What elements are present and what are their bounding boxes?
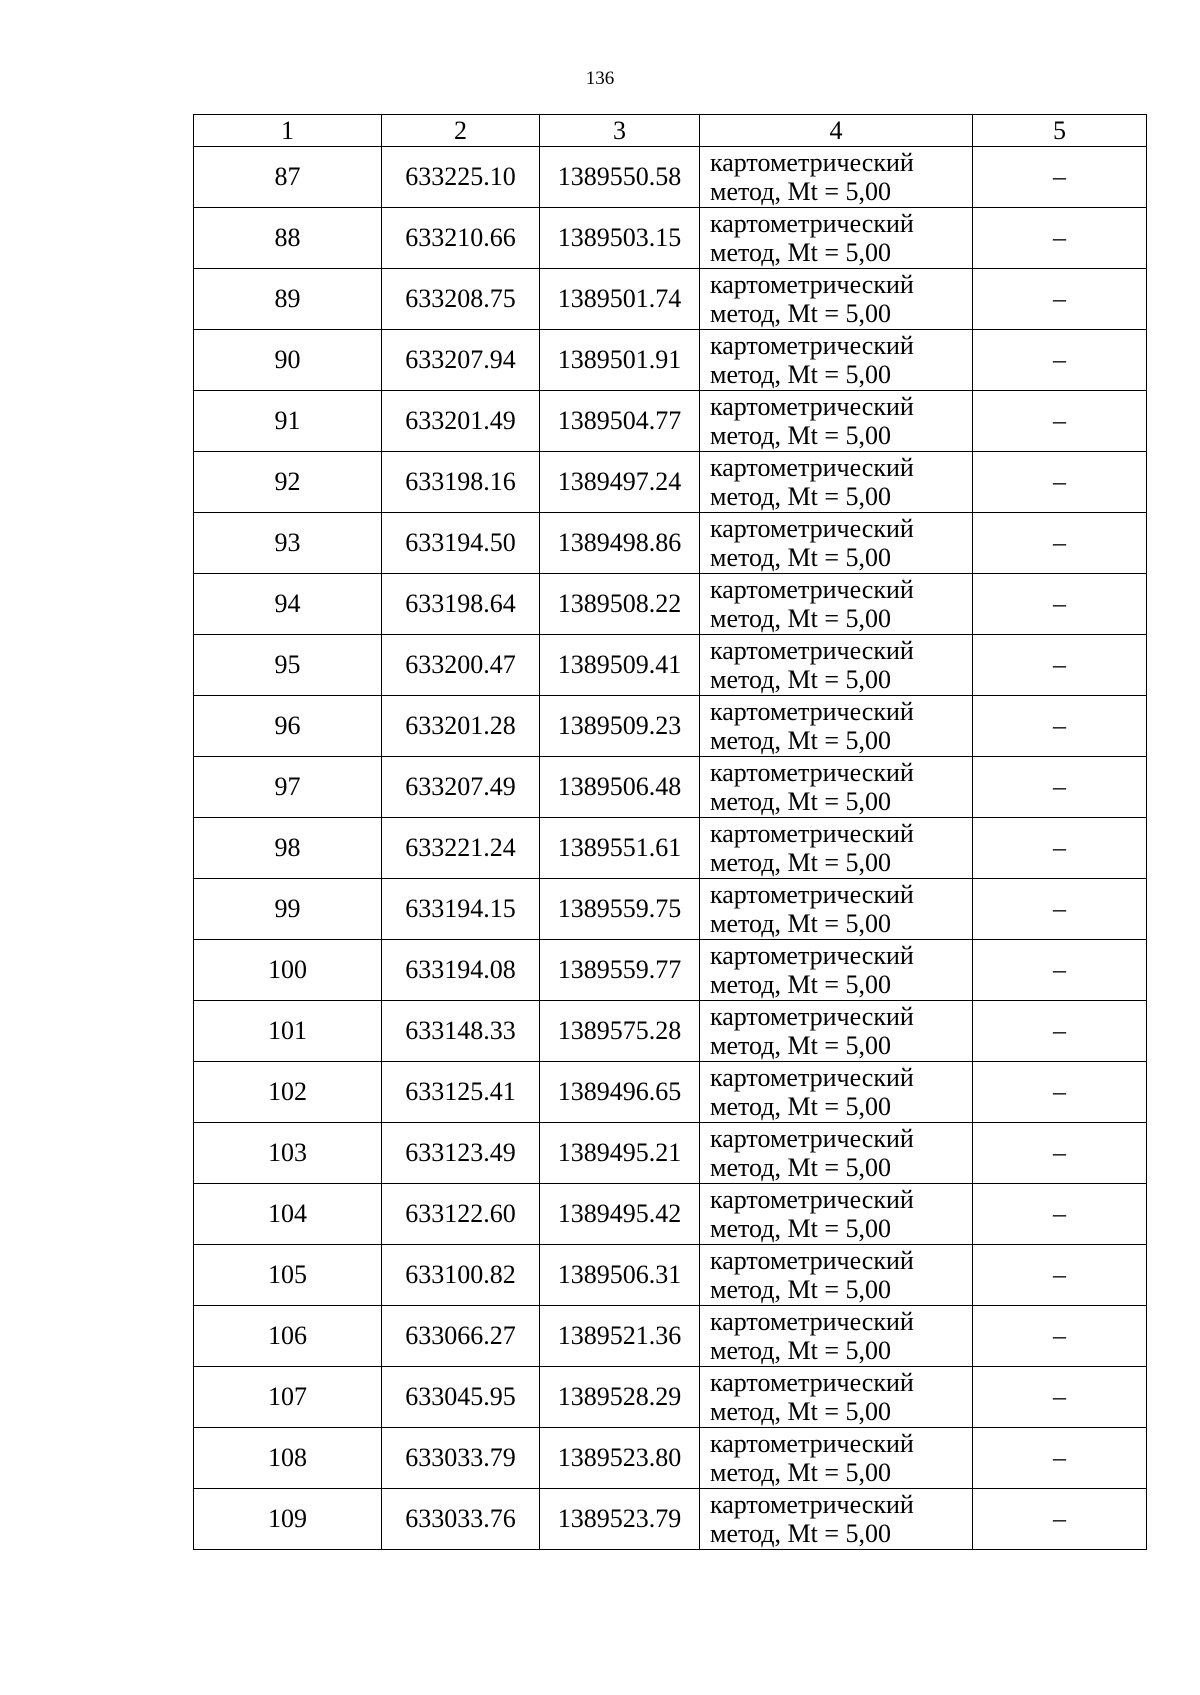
point-number-cell: 89	[194, 269, 382, 330]
method-cell	[700, 818, 973, 879]
column-5-cell: –	[973, 696, 1147, 757]
method-line-1: картометрический	[710, 1429, 914, 1458]
x-coordinate-cell: 633122.60	[382, 1184, 540, 1245]
method-line-1: картометрический	[710, 331, 914, 360]
y-coordinate-cell: 1389523.79	[540, 1489, 700, 1550]
point-number-cell: 92	[194, 452, 382, 513]
method-cell	[700, 1489, 973, 1550]
y-coordinate-cell: 1389501.74	[540, 269, 700, 330]
method-cell	[700, 452, 973, 513]
method-line-1: картометрический	[710, 1002, 914, 1031]
column-5-cell: –	[973, 757, 1147, 818]
page-number: 136	[585, 68, 615, 89]
y-coordinate-cell: 1389575.28	[540, 1001, 700, 1062]
x-coordinate-cell: 633045.95	[382, 1367, 540, 1428]
method-line-1: картометрический	[710, 453, 914, 482]
x-coordinate-cell: 633194.50	[382, 513, 540, 574]
table-row	[194, 1184, 1147, 1245]
x-coordinate-cell: 633201.28	[382, 696, 540, 757]
y-coordinate-cell: 1389495.42	[540, 1184, 700, 1245]
method-cell	[700, 1367, 973, 1428]
table-row	[194, 757, 1147, 818]
x-coordinate-cell: 633033.79	[382, 1428, 540, 1489]
column-5-cell: –	[973, 635, 1147, 696]
method-cell	[700, 1245, 973, 1306]
point-number-cell: 104	[194, 1184, 382, 1245]
method-line-2: метод, Mt = 5,00	[710, 909, 891, 938]
y-coordinate-cell: 1389495.21	[540, 1123, 700, 1184]
x-coordinate-cell: 633207.94	[382, 330, 540, 391]
method-line-2: метод, Mt = 5,00	[710, 970, 891, 999]
method-line-2: метод, Mt = 5,00	[710, 238, 891, 267]
table-row	[194, 1001, 1147, 1062]
table-row	[194, 574, 1147, 635]
column-5-cell: –	[973, 818, 1147, 879]
column-5-cell: –	[973, 269, 1147, 330]
point-number-cell: 93	[194, 513, 382, 574]
point-number-cell: 91	[194, 391, 382, 452]
method-cell	[700, 391, 973, 452]
table-row	[194, 818, 1147, 879]
method-cell	[700, 696, 973, 757]
method-line-1: картометрический	[710, 1185, 914, 1214]
method-line-1: картометрический	[710, 514, 914, 543]
x-coordinate-cell: 633207.49	[382, 757, 540, 818]
table-row	[194, 635, 1147, 696]
x-coordinate-cell: 633225.10	[382, 147, 540, 208]
method-line-1: картометрический	[710, 148, 914, 177]
table-row	[194, 452, 1147, 513]
method-cell	[700, 330, 973, 391]
method-line-1: картометрический	[710, 209, 914, 238]
table-row	[194, 1489, 1147, 1550]
column-5-cell: –	[973, 452, 1147, 513]
table-row	[194, 330, 1147, 391]
point-number-cell: 95	[194, 635, 382, 696]
method-line-1: картометрический	[710, 758, 914, 787]
table-row	[194, 391, 1147, 452]
y-coordinate-cell: 1389501.91	[540, 330, 700, 391]
y-coordinate-cell: 1389521.36	[540, 1306, 700, 1367]
method-cell	[700, 208, 973, 269]
y-coordinate-cell: 1389559.75	[540, 879, 700, 940]
table-body	[194, 147, 1147, 1550]
method-line-2: метод, Mt = 5,00	[710, 1397, 891, 1426]
column-5-cell: –	[973, 147, 1147, 208]
method-line-1: картометрический	[710, 1063, 914, 1092]
column-header-5: 5	[973, 115, 1147, 147]
method-line-1: картометрический	[710, 1490, 914, 1519]
point-number-cell: 108	[194, 1428, 382, 1489]
x-coordinate-cell: 633066.27	[382, 1306, 540, 1367]
x-coordinate-cell: 633123.49	[382, 1123, 540, 1184]
method-line-2: метод, Mt = 5,00	[710, 604, 891, 633]
method-line-2: метод, Mt = 5,00	[710, 421, 891, 450]
column-header-1: 1	[194, 115, 382, 147]
y-coordinate-cell: 1389504.77	[540, 391, 700, 452]
method-cell	[700, 513, 973, 574]
y-coordinate-cell: 1389506.31	[540, 1245, 700, 1306]
point-number-cell: 109	[194, 1489, 382, 1550]
column-5-cell: –	[973, 1245, 1147, 1306]
method-line-1: картометрический	[710, 941, 914, 970]
table-row	[194, 513, 1147, 574]
x-coordinate-cell: 633148.33	[382, 1001, 540, 1062]
table-row	[194, 1245, 1147, 1306]
point-number-cell: 98	[194, 818, 382, 879]
x-coordinate-cell: 633221.24	[382, 818, 540, 879]
method-cell	[700, 269, 973, 330]
method-line-2: метод, Mt = 5,00	[710, 665, 891, 694]
method-line-2: метод, Mt = 5,00	[710, 787, 891, 816]
y-coordinate-cell: 1389497.24	[540, 452, 700, 513]
table-row	[194, 696, 1147, 757]
table-header-row	[194, 115, 1147, 147]
method-cell	[700, 1306, 973, 1367]
x-coordinate-cell: 633198.64	[382, 574, 540, 635]
column-5-cell: –	[973, 1123, 1147, 1184]
method-line-1: картометрический	[710, 270, 914, 299]
method-line-2: метод, Mt = 5,00	[710, 1336, 891, 1365]
method-line-2: метод, Mt = 5,00	[710, 482, 891, 511]
column-5-cell: –	[973, 879, 1147, 940]
point-number-cell: 90	[194, 330, 382, 391]
x-coordinate-cell: 633200.47	[382, 635, 540, 696]
point-number-cell: 106	[194, 1306, 382, 1367]
table-row	[194, 879, 1147, 940]
method-line-2: метод, Mt = 5,00	[710, 848, 891, 877]
table-row	[194, 1367, 1147, 1428]
point-number-cell: 101	[194, 1001, 382, 1062]
column-header-4: 4	[700, 115, 973, 147]
column-5-cell: –	[973, 574, 1147, 635]
method-line-2: метод, Mt = 5,00	[710, 1519, 891, 1548]
y-coordinate-cell: 1389559.77	[540, 940, 700, 1001]
y-coordinate-cell: 1389528.29	[540, 1367, 700, 1428]
column-5-cell: –	[973, 208, 1147, 269]
method-cell	[700, 1184, 973, 1245]
method-line-1: картометрический	[710, 575, 914, 604]
column-5-cell: –	[973, 391, 1147, 452]
method-line-1: картометрический	[710, 1124, 914, 1153]
method-line-1: картометрический	[710, 819, 914, 848]
method-line-2: метод, Mt = 5,00	[710, 1031, 891, 1060]
table-row	[194, 208, 1147, 269]
y-coordinate-cell: 1389496.65	[540, 1062, 700, 1123]
x-coordinate-cell: 633033.76	[382, 1489, 540, 1550]
method-line-2: метод, Mt = 5,00	[710, 1153, 891, 1182]
method-cell	[700, 1428, 973, 1489]
method-line-1: картометрический	[710, 880, 914, 909]
y-coordinate-cell: 1389506.48	[540, 757, 700, 818]
table-row	[194, 269, 1147, 330]
column-5-cell: –	[973, 1306, 1147, 1367]
method-cell	[700, 147, 973, 208]
y-coordinate-cell: 1389503.15	[540, 208, 700, 269]
point-number-cell: 103	[194, 1123, 382, 1184]
column-5-cell: –	[973, 513, 1147, 574]
point-number-cell: 99	[194, 879, 382, 940]
x-coordinate-cell: 633194.08	[382, 940, 540, 1001]
table-row	[194, 147, 1147, 208]
column-5-cell: –	[973, 1428, 1147, 1489]
column-header-2: 2	[382, 115, 540, 147]
point-number-cell: 97	[194, 757, 382, 818]
x-coordinate-cell: 633100.82	[382, 1245, 540, 1306]
y-coordinate-cell: 1389523.80	[540, 1428, 700, 1489]
point-number-cell: 102	[194, 1062, 382, 1123]
method-line-2: метод, Mt = 5,00	[710, 360, 891, 389]
method-line-2: метод, Mt = 5,00	[710, 1458, 891, 1487]
table-row	[194, 1062, 1147, 1123]
x-coordinate-cell: 633194.15	[382, 879, 540, 940]
column-5-cell: –	[973, 330, 1147, 391]
table-row	[194, 1123, 1147, 1184]
method-cell	[700, 1062, 973, 1123]
y-coordinate-cell: 1389508.22	[540, 574, 700, 635]
point-number-cell: 87	[194, 147, 382, 208]
method-cell	[700, 879, 973, 940]
point-number-cell: 100	[194, 940, 382, 1001]
x-coordinate-cell: 633198.16	[382, 452, 540, 513]
y-coordinate-cell: 1389551.61	[540, 818, 700, 879]
column-5-cell: –	[973, 940, 1147, 1001]
coordinates-table	[193, 114, 1147, 1550]
point-number-cell: 105	[194, 1245, 382, 1306]
point-number-cell: 107	[194, 1367, 382, 1428]
method-line-2: метод, Mt = 5,00	[710, 726, 891, 755]
method-line-2: метод, Mt = 5,00	[710, 1214, 891, 1243]
y-coordinate-cell: 1389509.23	[540, 696, 700, 757]
method-line-1: картометрический	[710, 1368, 914, 1397]
column-header-3: 3	[540, 115, 700, 147]
method-line-2: метод, Mt = 5,00	[710, 1275, 891, 1304]
column-5-cell: –	[973, 1001, 1147, 1062]
method-cell	[700, 635, 973, 696]
table-row	[194, 1428, 1147, 1489]
y-coordinate-cell: 1389498.86	[540, 513, 700, 574]
method-line-1: картометрический	[710, 1246, 914, 1275]
x-coordinate-cell: 633201.49	[382, 391, 540, 452]
method-line-1: картометрический	[710, 1307, 914, 1336]
x-coordinate-cell: 633210.66	[382, 208, 540, 269]
method-cell	[700, 574, 973, 635]
x-coordinate-cell: 633208.75	[382, 269, 540, 330]
y-coordinate-cell: 1389509.41	[540, 635, 700, 696]
table-row	[194, 940, 1147, 1001]
point-number-cell: 96	[194, 696, 382, 757]
x-coordinate-cell: 633125.41	[382, 1062, 540, 1123]
point-number-cell: 88	[194, 208, 382, 269]
table-row	[194, 1306, 1147, 1367]
y-coordinate-cell: 1389550.58	[540, 147, 700, 208]
method-line-2: метод, Mt = 5,00	[710, 299, 891, 328]
method-line-2: метод, Mt = 5,00	[710, 543, 891, 572]
point-number-cell: 94	[194, 574, 382, 635]
column-5-cell: –	[973, 1489, 1147, 1550]
method-line-1: картометрический	[710, 392, 914, 421]
method-line-1: картометрический	[710, 697, 914, 726]
method-cell	[700, 940, 973, 1001]
column-5-cell: –	[973, 1062, 1147, 1123]
column-5-cell: –	[973, 1367, 1147, 1428]
method-cell	[700, 1001, 973, 1062]
method-line-2: метод, Mt = 5,00	[710, 1092, 891, 1121]
method-line-2: метод, Mt = 5,00	[710, 177, 891, 206]
method-line-1: картометрический	[710, 636, 914, 665]
method-cell	[700, 1123, 973, 1184]
column-5-cell: –	[973, 1184, 1147, 1245]
method-cell	[700, 757, 973, 818]
